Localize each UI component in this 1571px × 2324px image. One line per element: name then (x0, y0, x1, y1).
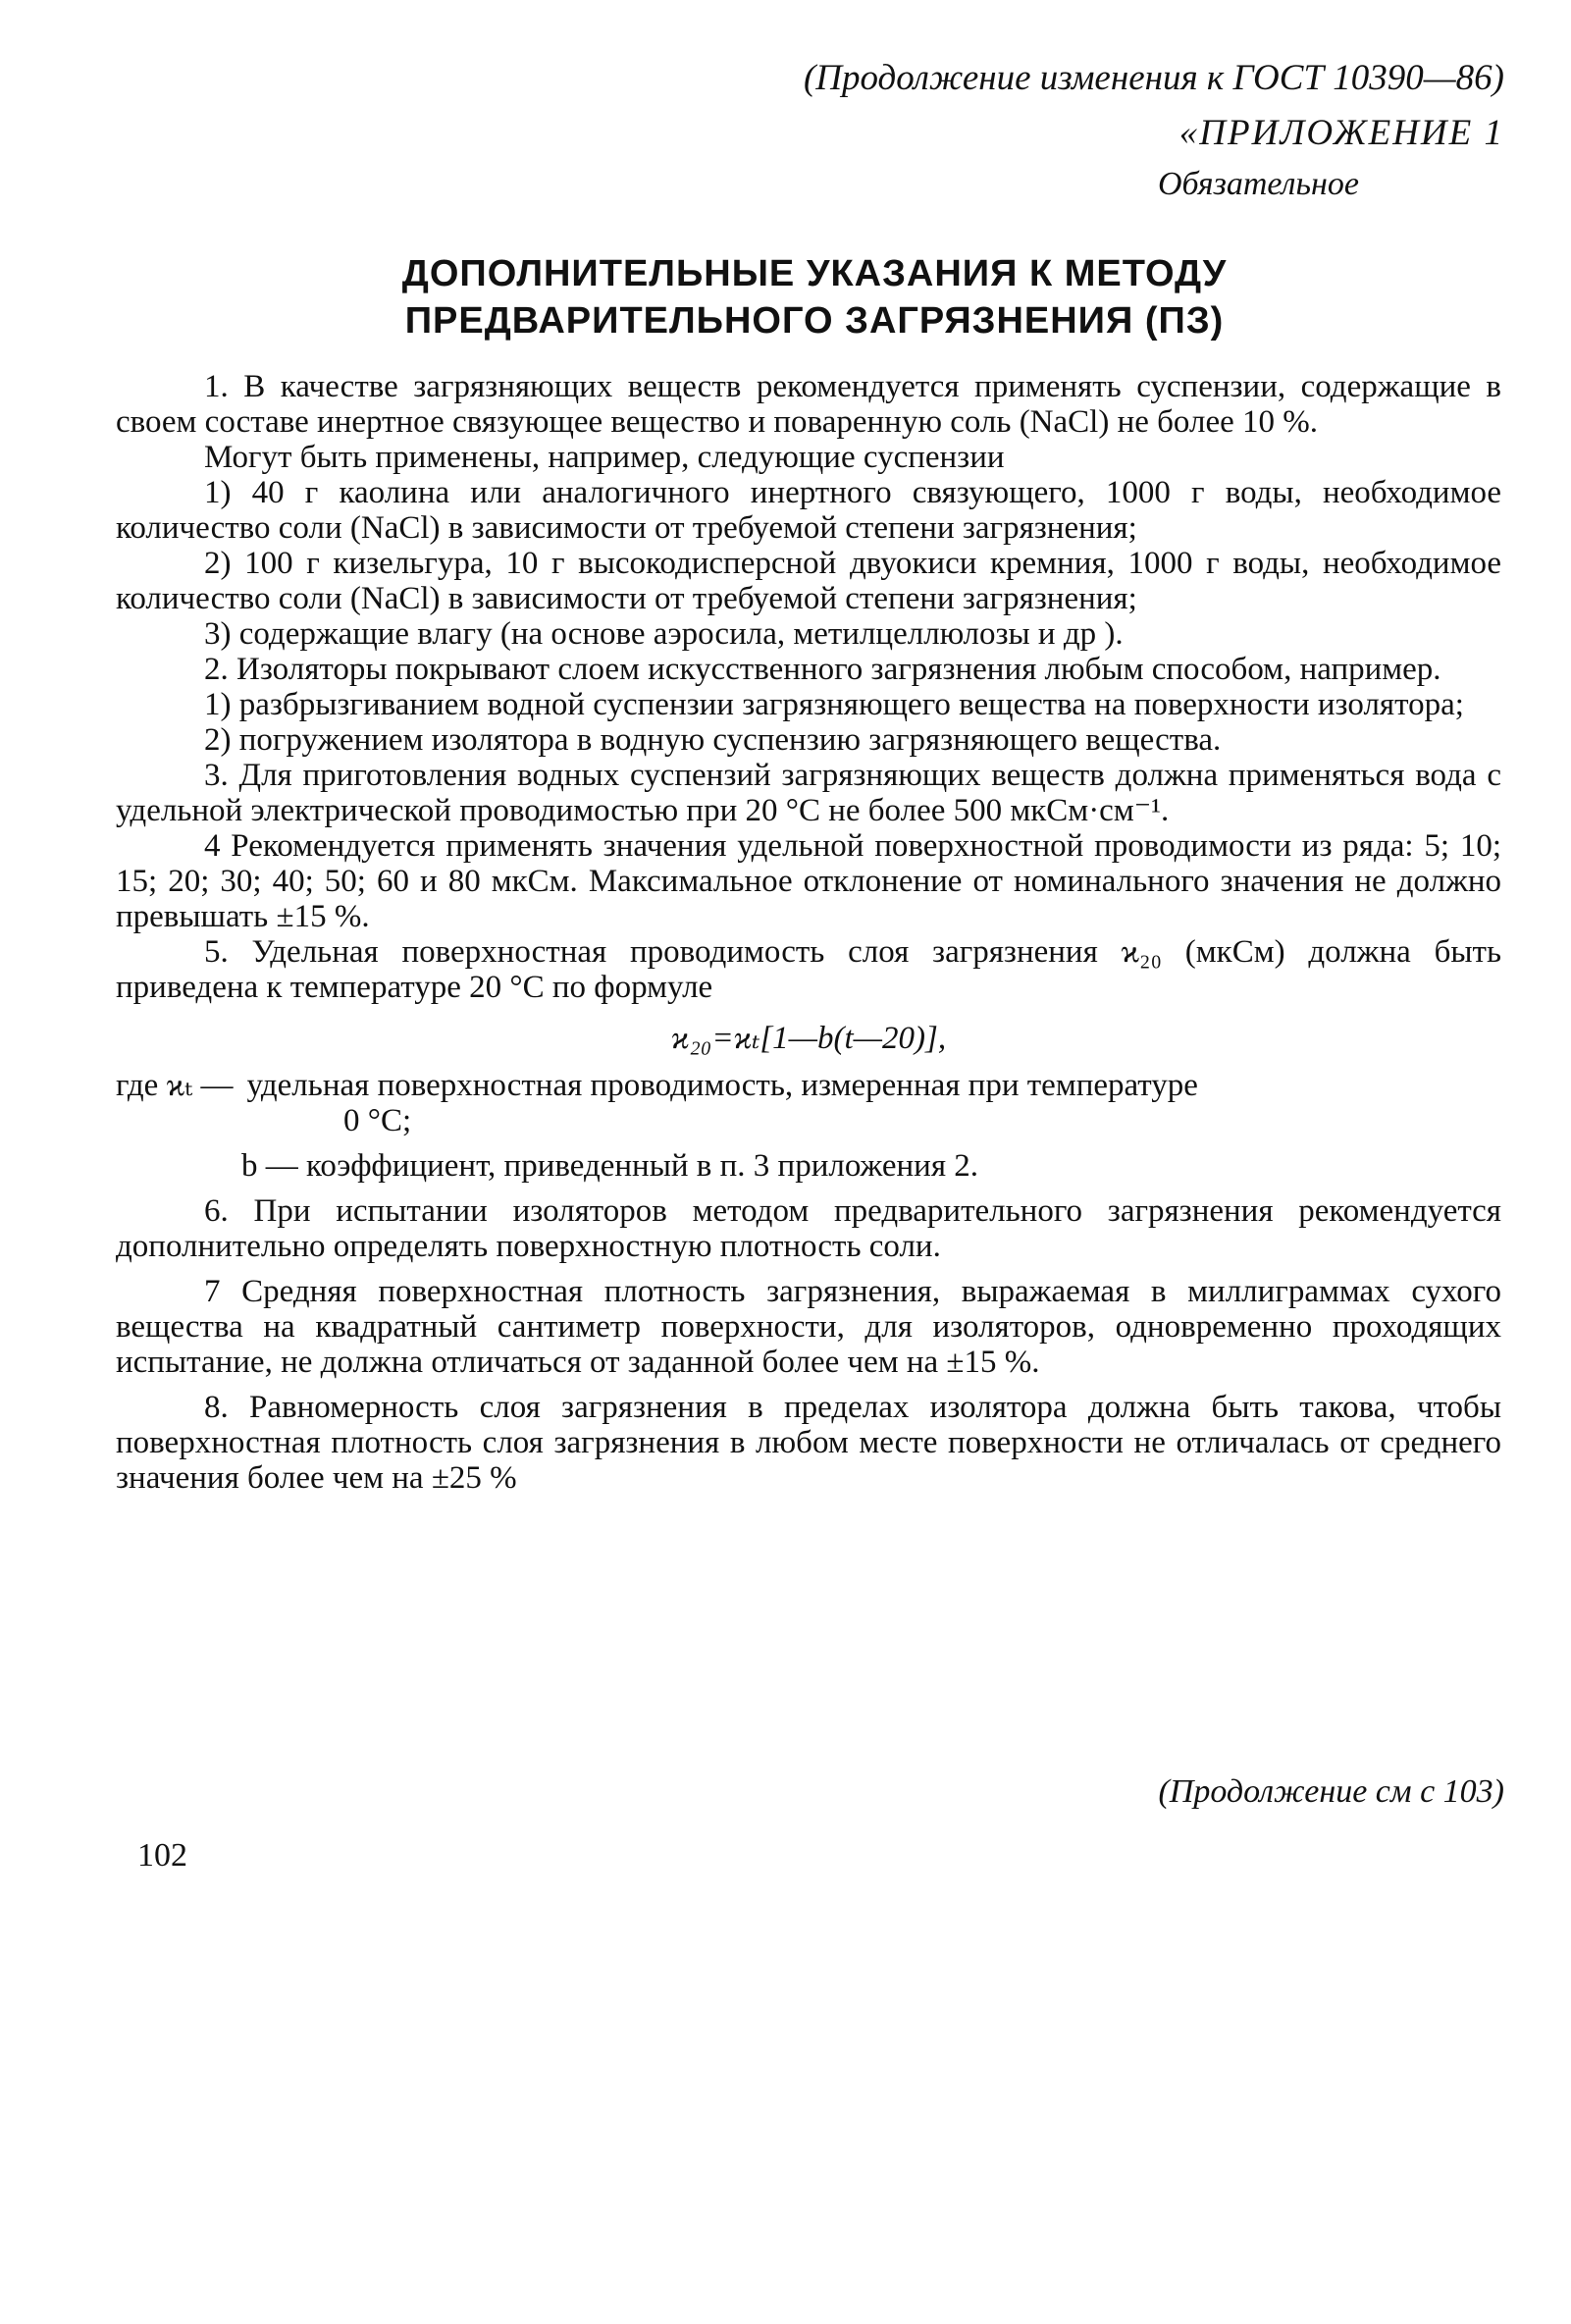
paragraph-8: 8. Равномерность слоя загрязнения в пределах изолятора должна быть такова, чтобы поверхностная плотность слоя загрязнения в любом месте поверхности не отличалась от среднего значения более чем на ±25 % (116, 1390, 1501, 1496)
paragraph-2: 2. Изоляторы покрывают слоем искусственного загрязнения любым способом, например. (204, 652, 1441, 687)
coefficient-definition: b — коэффициент, приведенный в п. 3 приложения 2. (241, 1148, 979, 1184)
document-body (116, 369, 1501, 1496)
paragraph-5: 5. Удельная поверхностная проводимость слоя загрязнения ϰ₂₀ (мкСм) должна быть приведена к температуре 20 °С по формуле (116, 934, 1501, 1005)
paragraph-2-item-1: 1) разбрызгиванием водной суспензии загрязняющего вещества на поверхности изолятора; (204, 687, 1464, 722)
appendix-status: Обязательное (1158, 166, 1359, 202)
where-text: удельная поверхностная проводимость, измеренная при температуре (246, 1068, 1198, 1103)
page-title-line-2: ПРЕДВАРИТЕЛЬНОГО ЗАГРЯЗНЕНИЯ (ПЗ) (404, 300, 1225, 342)
paragraph-1-item-1: 1) 40 г каолина или аналогичного инертного связующего, 1000 г воды, необходимое количество соли (NaCl) в зависимости от требуемой степени загрязнения; (116, 475, 1501, 546)
paragraph-3: 3. Для приготовления водных суспензий загрязняющих веществ должна применяться вода с удельной электрической проводимостью при 20 °С не более 500 мкСм·см⁻¹. (116, 758, 1501, 828)
paragraph-1-intro: Могут быть применены, например, следующие суспензии (204, 440, 1005, 475)
appendix-label: «ПРИЛОЖЕНИЕ 1 (1178, 113, 1504, 153)
paragraph-4: 4 Рекомендуется применять значения удельной поверхностной проводимости из ряда: 5; 10; 15; 20; 30; 40; 50; 60 и 80 мкСм. Максимальное отклонение от номинального значения не должно превышать ±15 %. (116, 828, 1501, 934)
paragraph-6: 6. При испытании изоляторов методом предварительного загрязнения рекомендуется дополнительно определять поверхностную плотность соли. (116, 1193, 1501, 1264)
footer-continuation: (Продолжение см с 103) (1158, 1773, 1504, 1810)
page-title-line-1: ДОПОЛНИТЕЛЬНЫЕ УКАЗАНИЯ К МЕТОДУ (401, 253, 1228, 294)
paragraph-1-item-3: 3) содержащие влагу (на основе аэросила, метилцеллюлозы и др ). (204, 616, 1124, 652)
header-continuation: (Продолжение изменения к ГОСТ 10390—86) (803, 58, 1504, 98)
paragraph-1-item-2: 2) 100 г кизельгура, 10 г высокодисперсной двуокиси кремния, 1000 г воды, необходимое количество соли (NaCl) в зависимости от требуемой степени загрязнения; (116, 546, 1501, 616)
paragraph-7: 7 Средняя поверхностная плотность загрязнения, выражаемая в миллиграммах сухого вещества на квадратный сантиметр поверхности, для изоляторов, одновременно проходящих испытание, не должна отличаться от заданной более чем на ±15 %. (116, 1274, 1501, 1380)
paragraph-1: 1. В качестве загрязняющих веществ рекомендуется применять суспензии, содержащие в своем составе инертное связующее вещество и поваренную соль (NaCl) не более 10 %. (116, 369, 1501, 440)
where-unit: 0 °С; (343, 1103, 412, 1138)
page-number: 102 (137, 1837, 187, 1874)
paragraph-2-item-2: 2) погружением изолятора в водную суспензию загрязняющего вещества. (204, 722, 1222, 758)
where-clause (116, 1068, 1501, 1103)
formula: ϰ₂₀=ϰₜ[1—b(t—20)], (670, 1021, 947, 1056)
where-label: где ϰₜ — (116, 1068, 234, 1103)
